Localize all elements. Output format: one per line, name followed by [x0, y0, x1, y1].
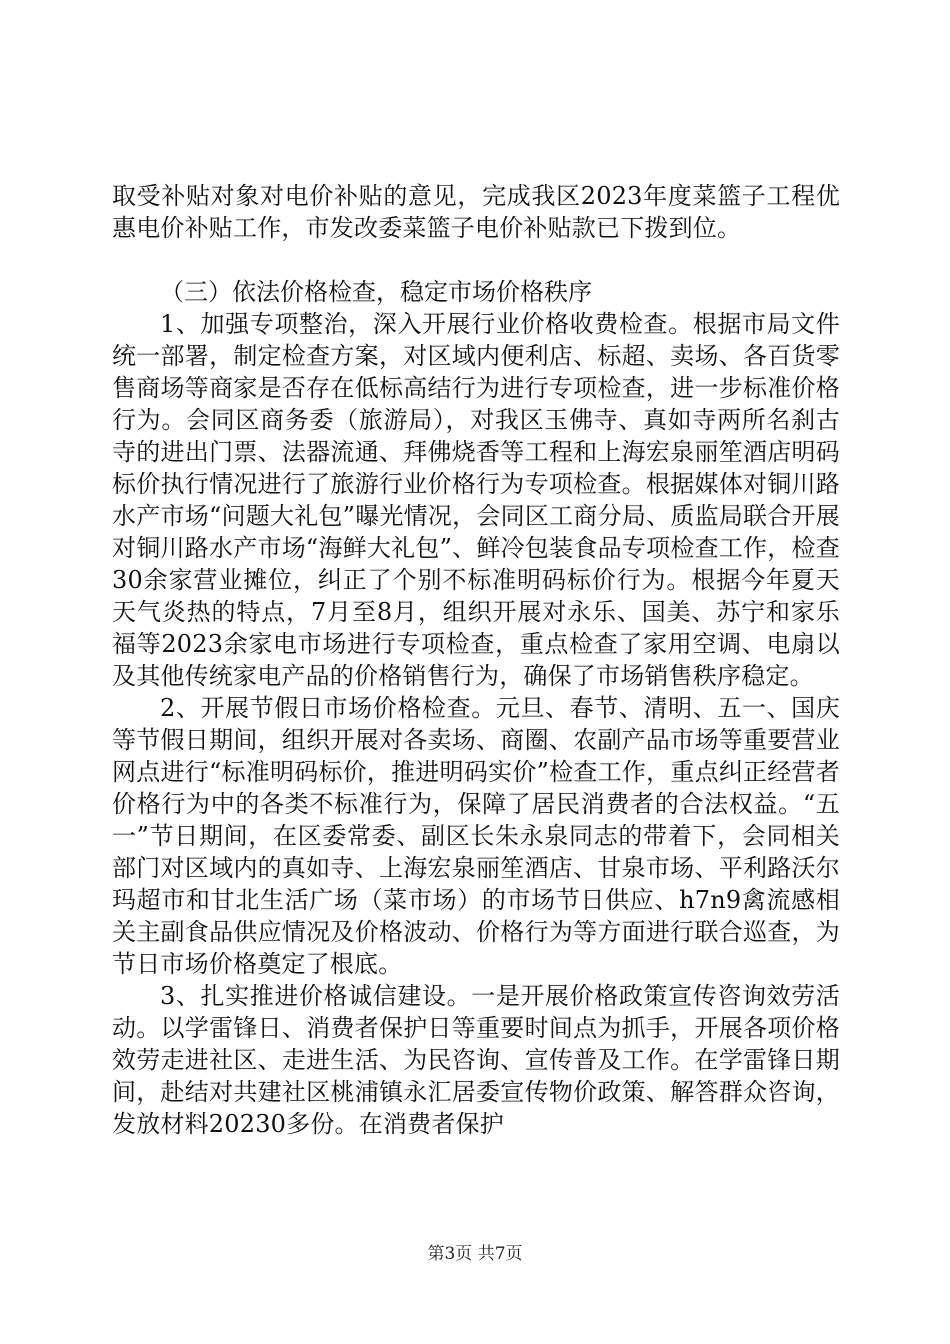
paragraph-3: 3、扎实推进价格诚信建设。一是开展价格政策宣传咨询效劳活动。以学雷锋日、消费者保护日等重要时间点为抓手，开展各项价格效劳走进社区、走进生活、为民咨询、宣传普及工作。在学雷锋日期间，赴结对共建社区桃浦镇永汇居委宣传物价政策、解答群众咨询，发放材料20230多份。在消费者保护	[112, 982, 840, 1138]
body-text	[112, 308, 840, 1140]
paragraph-2: 2、开展节假日市场价格检查。元旦、春节、清明、五一、国庆等节假日期间，组织开展对各卖场、商圈、农副产品市场等重要营业网点进行“标准明码标价，推进明码实价”检查工作，重点纠正经营者价格行为中的各类不标准行为，保障了居民消费者的合法权益。“五一”节日期间，在区委常委、副区长朱永泉同志的带着下，会同相关部门对区域内的真如寺、上海宏泉丽笙酒店、甘泉市场、平利路沃尔玛超市和甘北生活广场（菜市场）的市场节日供应、h7n9禽流感相关主副食品供应情况及价格波动、价格行为等方面进行联合巡查，为节日市场价格奠定了根底。	[112, 694, 840, 978]
paragraph-1: 1、加强专项整治，深入开展行业价格收费检查。根据市局文件统一部署，制定检查方案，对区域内便利店、标超、卖场、各百货零售商场等商家是否存在低标高结行为进行专项检查，进一步标准价格行为。会同区商务委（旅游局），对我区玉佛寺、真如寺两所名刹古寺的进出门票、法器流通、拜佛烧香等工程和上海宏泉丽笙酒店明码标价执行情况进行了旅游行业价格行为专项检查。根据媒体对铜川路水产市场“问题大礼包”曝光情况，会同区工商分局、质监局联合开展对铜川路水产市场“海鲜大礼包”、鲜冷包装食品专项检查工作，检查30余家营业摊位，纠正了个别不标准明码标价行为。根据今年夏天天气炎热的特点，7月至8月，组织开展对永乐、国美、苏宁和家乐福等2023余家电市场进行专项检查，重点检查了家用空调、电扇以及其他传统家电产品的价格销售行为，确保了市场销售秩序稳定。	[112, 310, 840, 690]
page-footer: 第3页 共7页	[427, 1244, 523, 1264]
section-heading: （三）依法价格检查，稳定市场价格秩序	[160, 278, 592, 306]
carryover-paragraph: 取受补贴对象对电价补贴的意见，完成我区2023年度菜篮子工程优惠电价补贴工作，市发改委菜篮子电价补贴款已下拨到位。	[112, 182, 840, 242]
